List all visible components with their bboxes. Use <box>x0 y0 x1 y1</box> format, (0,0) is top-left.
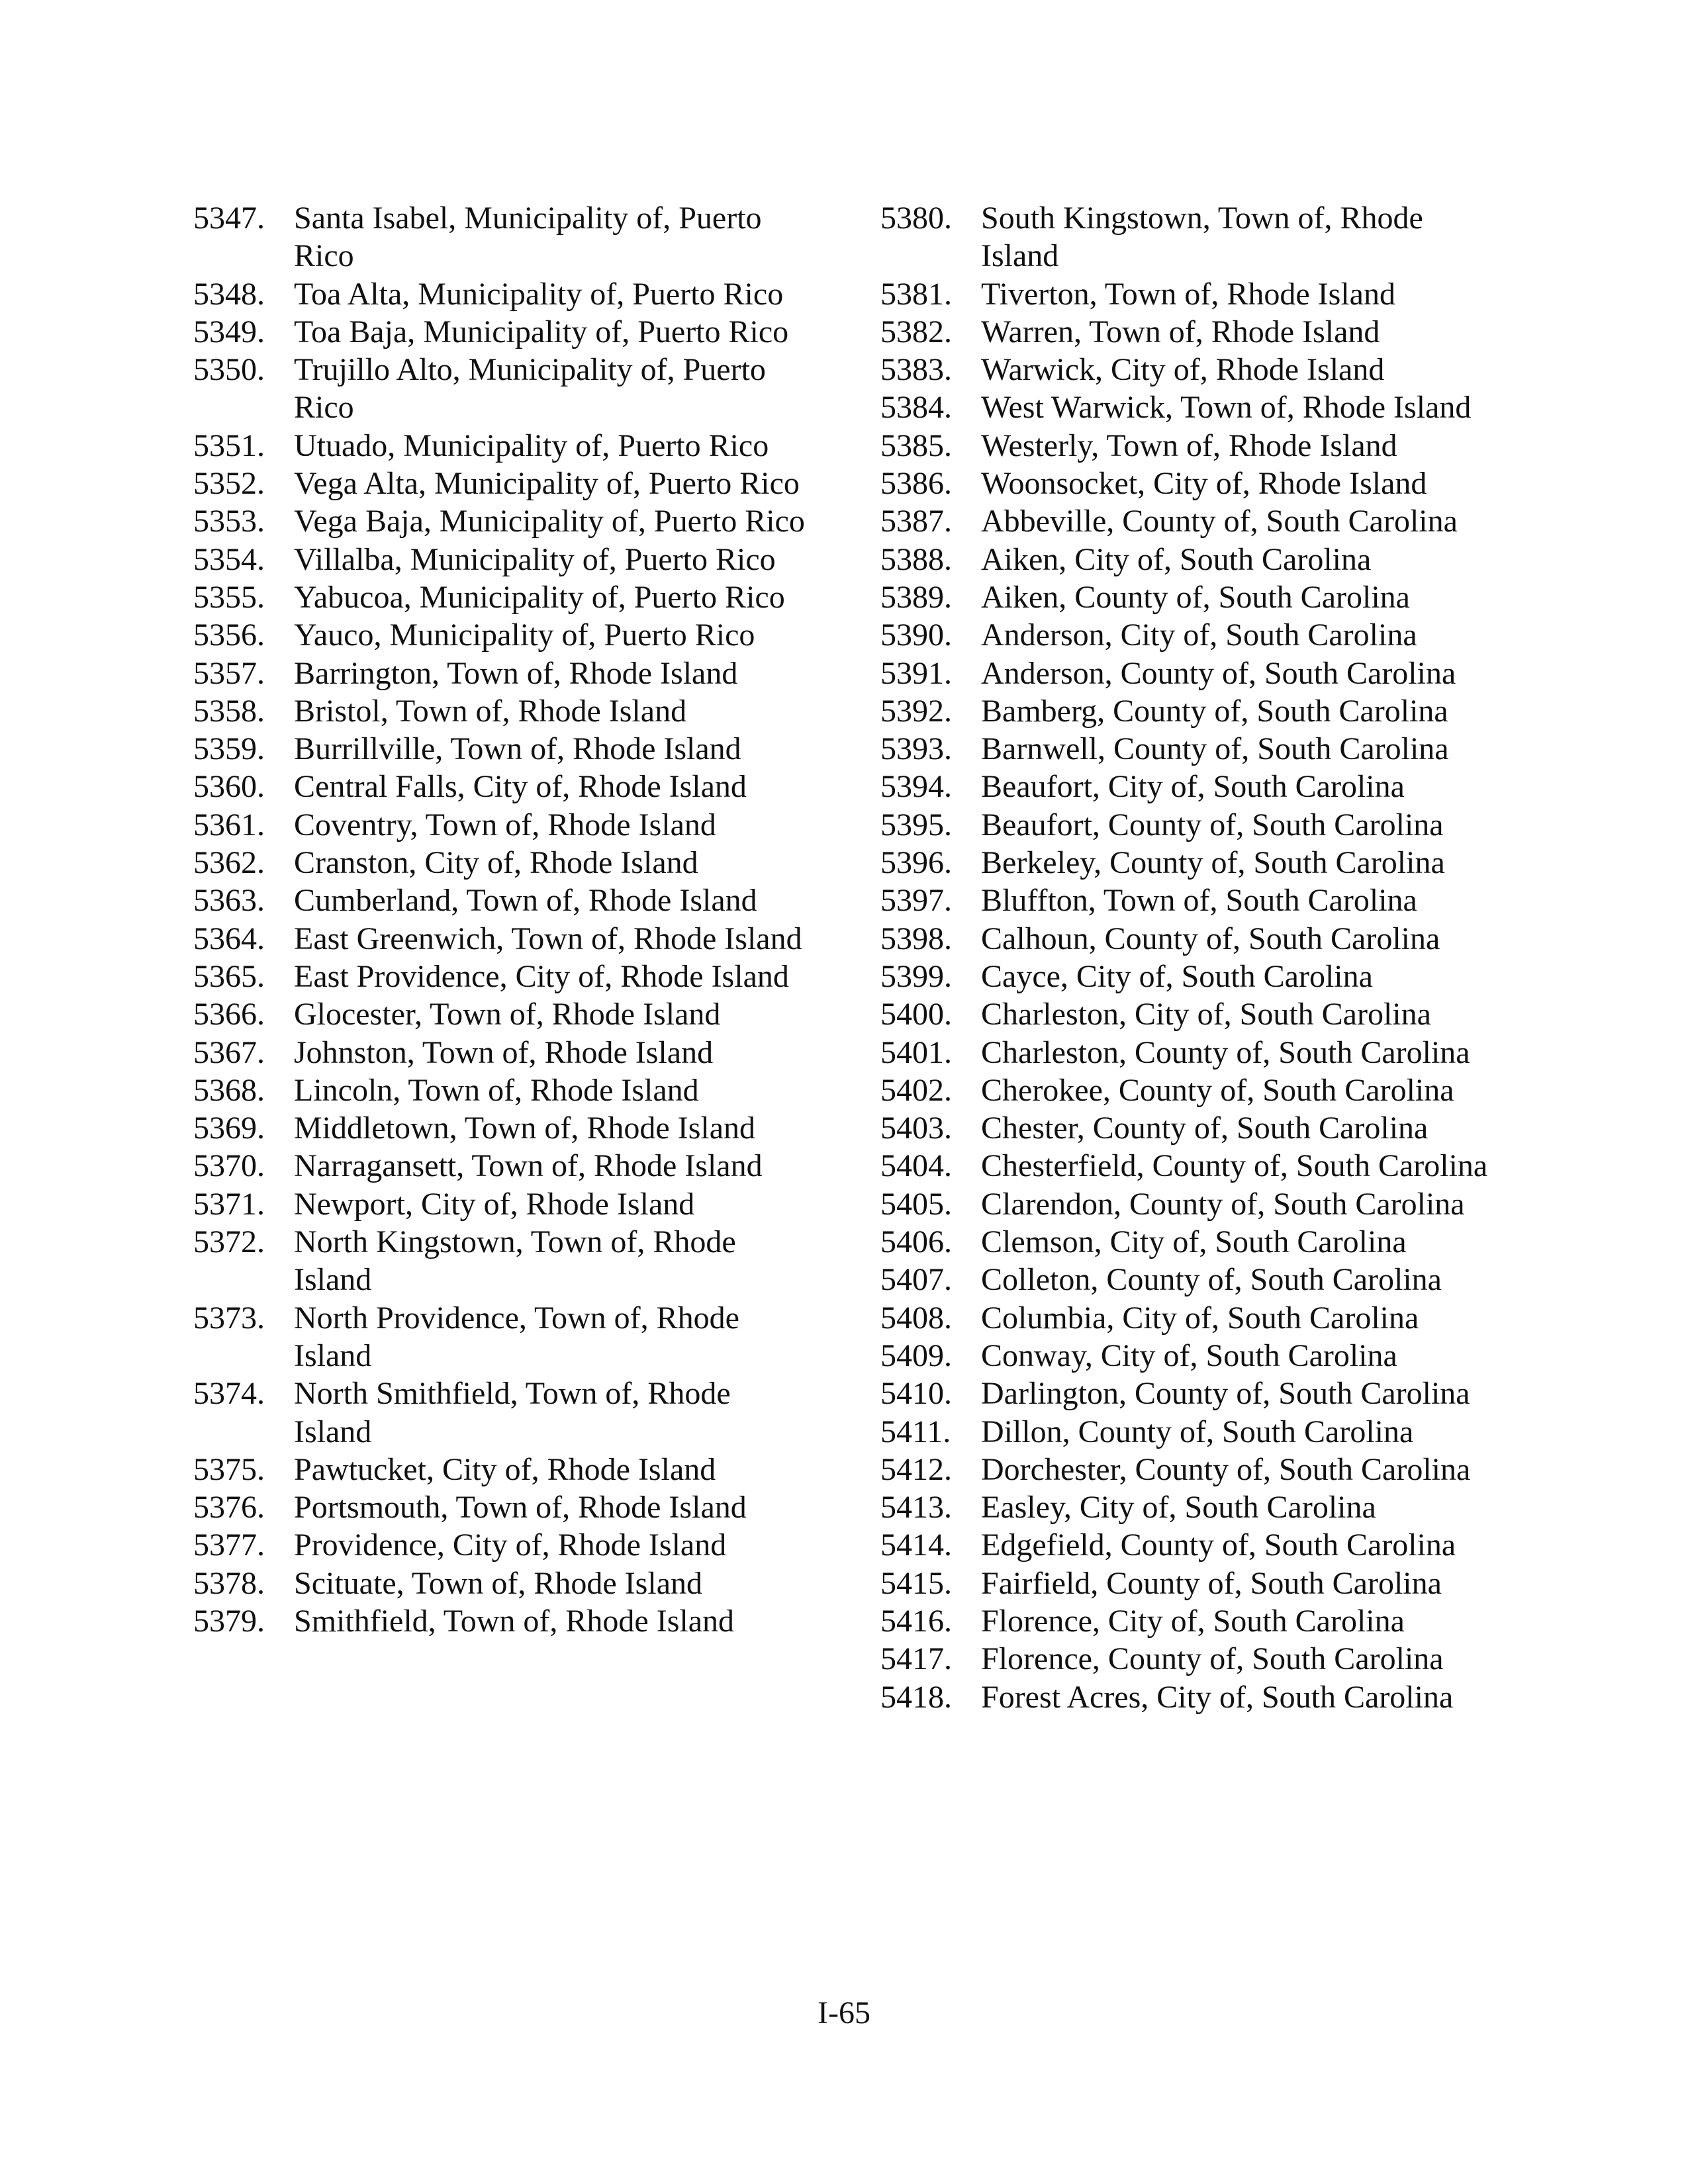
entry-number: 5363. <box>193 883 265 919</box>
entry-name: Providence, City of, Rhode Island <box>294 1527 727 1563</box>
entry-name: Conway, City of, South Carolina <box>981 1338 1397 1373</box>
entry-name: Utuado, Municipality of, Puerto Rico <box>294 428 769 463</box>
entry-name: East Greenwich, Town of, Rhode Island <box>294 921 802 956</box>
entry-number: 5380. <box>880 201 952 236</box>
entry-name: Aiken, County of, South Carolina <box>981 579 1410 615</box>
entry-name: Lincoln, Town of, Rhode Island <box>294 1072 699 1108</box>
list-item <box>880 1565 1503 1602</box>
left-column-list <box>193 199 816 1640</box>
entry-name: North Providence, Town of, Rhode Island <box>294 1300 739 1373</box>
entry-number: 5348. <box>193 276 265 312</box>
entry-name: Warren, Town of, Rhode Island <box>981 314 1380 349</box>
list-item <box>880 541 1503 578</box>
entry-name: Warwick, City of, Rhode Island <box>981 352 1385 388</box>
entry-name: Bristol, Town of, Rhode Island <box>294 693 687 729</box>
entry-number: 5388. <box>880 541 952 577</box>
entry-number: 5401. <box>880 1034 952 1070</box>
entry-name: Scituate, Town of, Rhode Island <box>294 1565 702 1601</box>
entry-number: 5397. <box>880 883 952 919</box>
entry-name: Pawtucket, City of, Rhode Island <box>294 1451 716 1487</box>
list-item <box>193 655 816 692</box>
entry-number: 5354. <box>193 541 265 577</box>
entry-number: 5389. <box>880 579 952 615</box>
entry-number: 5400. <box>880 997 952 1032</box>
entry-number: 5350. <box>193 352 265 388</box>
entry-name: Glocester, Town of, Rhode Island <box>294 997 721 1032</box>
entry-name: Aiken, City of, South Carolina <box>981 541 1372 577</box>
entry-number: 5352. <box>193 466 265 502</box>
entry-number: 5360. <box>193 769 265 805</box>
entry-name: Bluffton, Town of, South Carolina <box>981 883 1417 919</box>
entry-number: 5362. <box>193 845 265 881</box>
entry-number: 5347. <box>193 201 265 236</box>
entry-number: 5405. <box>880 1186 952 1222</box>
entry-name: Santa Isabel, Municipality of, Puerto Rico <box>294 201 762 274</box>
entry-number: 5402. <box>880 1072 952 1108</box>
list-item <box>880 1413 1503 1451</box>
entry-number: 5411. <box>880 1414 951 1449</box>
entry-number: 5366. <box>193 997 265 1032</box>
page-number: I-65 <box>818 1995 870 2030</box>
entry-number: 5358. <box>193 693 265 729</box>
list-item <box>193 1185 816 1223</box>
list-item <box>193 1602 816 1640</box>
list-item <box>880 1451 1503 1488</box>
entry-name: Villalba, Municipality of, Puerto Rico <box>294 541 776 577</box>
entry-name: Abbeville, County of, South Carolina <box>981 504 1458 539</box>
entry-name: Toa Alta, Municipality of, Puerto Rico <box>294 276 784 312</box>
entry-number: 5386. <box>880 466 952 502</box>
entry-name: Anderson, City of, South Carolina <box>981 617 1417 653</box>
entry-number: 5391. <box>880 655 952 691</box>
list-item <box>880 388 1503 426</box>
list-item <box>193 1071 816 1109</box>
entry-name: South Kingstown, Town of, Rhode Island <box>981 201 1423 274</box>
entry-number: 5370. <box>193 1148 265 1184</box>
entry-name: Dillon, County of, South Carolina <box>981 1414 1414 1449</box>
entry-name: Burrillville, Town of, Rhode Island <box>294 731 741 767</box>
entry-name: Anderson, County of, South Carolina <box>981 655 1456 691</box>
entry-name: Cumberland, Town of, Rhode Island <box>294 883 757 919</box>
entry-name: Beaufort, County of, South Carolina <box>981 807 1444 842</box>
list-item <box>193 1223 816 1299</box>
entry-number: 5387. <box>880 504 952 539</box>
list-item <box>193 502 816 540</box>
entry-number: 5356. <box>193 617 265 653</box>
entry-name: Central Falls, City of, Rhode Island <box>294 769 747 805</box>
entry-name: Clemson, City of, South Carolina <box>981 1224 1407 1260</box>
entry-number: 5399. <box>880 958 952 994</box>
entry-number: 5406. <box>880 1224 952 1260</box>
list-item <box>193 1565 816 1602</box>
entry-number: 5368. <box>193 1072 265 1108</box>
entry-name: Johnston, Town of, Rhode Island <box>294 1034 714 1070</box>
list-item <box>193 768 816 805</box>
entry-name: Florence, County of, South Carolina <box>981 1641 1444 1677</box>
list-item <box>880 1071 1503 1109</box>
list-item <box>880 275 1503 313</box>
list-item <box>880 1299 1503 1337</box>
list-item <box>193 1034 816 1071</box>
list-item <box>880 920 1503 958</box>
entry-number: 5349. <box>193 314 265 349</box>
list-item <box>193 275 816 313</box>
list-item <box>193 1526 816 1564</box>
list-item <box>193 465 816 502</box>
entry-number: 5404. <box>880 1148 952 1184</box>
entry-number: 5353. <box>193 504 265 539</box>
entry-number: 5376. <box>193 1490 265 1525</box>
list-item <box>193 1451 816 1488</box>
list-item <box>880 692 1503 730</box>
list-item <box>193 806 816 844</box>
entry-number: 5379. <box>193 1603 265 1639</box>
entry-name: Chester, County of, South Carolina <box>981 1111 1429 1146</box>
list-item <box>193 920 816 958</box>
entry-name: North Smithfield, Town of, Rhode Island <box>294 1376 731 1449</box>
list-item <box>193 313 816 351</box>
list-item <box>193 730 816 768</box>
list-item <box>193 199 816 275</box>
entry-name: Bamberg, County of, South Carolina <box>981 693 1448 729</box>
entry-name: Calhoun, County of, South Carolina <box>981 921 1440 956</box>
entry-name: Easley, City of, South Carolina <box>981 1490 1376 1525</box>
entry-name: North Kingstown, Town of, Rhode Island <box>294 1224 736 1298</box>
list-item <box>193 995 816 1033</box>
entry-name: Portsmouth, Town of, Rhode Island <box>294 1490 747 1525</box>
list-item <box>880 1640 1503 1678</box>
entry-number: 5367. <box>193 1034 265 1070</box>
entry-number: 5365. <box>193 958 265 994</box>
entry-name: Middletown, Town of, Rhode Island <box>294 1111 756 1146</box>
entry-name: Toa Baja, Municipality of, Puerto Rico <box>294 314 789 349</box>
list-item <box>193 541 816 578</box>
list-item <box>193 427 816 465</box>
list-item <box>880 1109 1503 1147</box>
list-item <box>880 768 1503 805</box>
list-item <box>880 1602 1503 1640</box>
entry-number: 5377. <box>193 1527 265 1563</box>
list-item <box>193 1109 816 1147</box>
entry-number: 5355. <box>193 579 265 615</box>
entry-number: 5413. <box>880 1490 952 1525</box>
entry-number: 5418. <box>880 1679 952 1715</box>
list-item <box>880 806 1503 844</box>
entry-number: 5414. <box>880 1527 952 1563</box>
list-item <box>193 692 816 730</box>
right-column-list <box>880 199 1503 1716</box>
entry-number: 5416. <box>880 1603 952 1639</box>
entry-name: East Providence, City of, Rhode Island <box>294 958 789 994</box>
entry-number: 5351. <box>193 428 265 463</box>
entry-name: Edgefield, County of, South Carolina <box>981 1527 1456 1563</box>
list-item <box>880 1147 1503 1185</box>
entry-number: 5372. <box>193 1224 265 1260</box>
entry-number: 5359. <box>193 731 265 767</box>
entry-number: 5415. <box>880 1565 952 1601</box>
entry-number: 5396. <box>880 845 952 881</box>
entry-number: 5409. <box>880 1338 952 1373</box>
entry-number: 5394. <box>880 769 952 805</box>
entry-name: Beaufort, City of, South Carolina <box>981 769 1405 805</box>
list-item <box>880 958 1503 995</box>
list-item <box>880 465 1503 502</box>
entry-number: 5392. <box>880 693 952 729</box>
list-item <box>880 616 1503 654</box>
list-item <box>193 1375 816 1451</box>
entry-name: Chesterfield, County of, South Carolina <box>981 1148 1488 1184</box>
list-item <box>193 578 816 616</box>
list-item <box>880 427 1503 465</box>
entry-number: 5393. <box>880 731 952 767</box>
entry-name: Coventry, Town of, Rhode Island <box>294 807 716 842</box>
entry-number: 5407. <box>880 1262 952 1298</box>
entry-name: Woonsocket, City of, Rhode Island <box>981 466 1427 502</box>
entry-name: Berkeley, County of, South Carolina <box>981 845 1445 881</box>
list-item <box>880 655 1503 692</box>
entry-number: 5383. <box>880 352 952 388</box>
entry-name: Forest Acres, City of, South Carolina <box>981 1679 1454 1715</box>
list-item <box>880 1678 1503 1716</box>
list-item <box>880 995 1503 1033</box>
list-item <box>880 313 1503 351</box>
list-item <box>880 1526 1503 1564</box>
entry-name: Narragansett, Town of, Rhode Island <box>294 1148 763 1184</box>
list-item <box>193 1147 816 1185</box>
entry-name: Darlington, County of, South Carolina <box>981 1376 1470 1412</box>
entry-number: 5361. <box>193 807 265 842</box>
entry-name: Westerly, Town of, Rhode Island <box>981 428 1397 463</box>
list-item <box>880 844 1503 882</box>
entry-number: 5357. <box>193 655 265 691</box>
entry-number: 5371. <box>193 1186 265 1222</box>
list-item <box>880 199 1503 275</box>
entry-name: Trujillo Alto, Municipality of, Puerto Rico <box>294 352 766 426</box>
entry-number: 5373. <box>193 1300 265 1336</box>
entry-name: Vega Baja, Municipality of, Puerto Rico <box>294 504 805 539</box>
entry-name: Columbia, City of, South Carolina <box>981 1300 1419 1336</box>
entry-name: Charleston, City of, South Carolina <box>981 997 1431 1032</box>
entry-name: Cherokee, County of, South Carolina <box>981 1072 1454 1108</box>
entry-name: Barnwell, County of, South Carolina <box>981 731 1449 767</box>
entry-number: 5410. <box>880 1376 952 1412</box>
entry-name: Charleston, County of, South Carolina <box>981 1034 1470 1070</box>
entry-number: 5382. <box>880 314 952 349</box>
list-item <box>880 1488 1503 1526</box>
entry-number: 5398. <box>880 921 952 956</box>
list-item <box>880 1223 1503 1261</box>
entry-name: Vega Alta, Municipality of, Puerto Rico <box>294 466 800 502</box>
list-item <box>193 351 816 427</box>
entry-number: 5408. <box>880 1300 952 1336</box>
entry-number: 5378. <box>193 1565 265 1601</box>
entry-name: Newport, City of, Rhode Island <box>294 1186 695 1222</box>
entry-number: 5385. <box>880 428 952 463</box>
entry-number: 5364. <box>193 921 265 956</box>
entry-number: 5381. <box>880 276 952 312</box>
entry-name: Florence, City of, South Carolina <box>981 1603 1405 1639</box>
list-item <box>880 1375 1503 1412</box>
entry-number: 5384. <box>880 390 952 426</box>
list-item <box>880 1034 1503 1071</box>
list-item <box>193 1488 816 1526</box>
entry-name: West Warwick, Town of, Rhode Island <box>981 390 1472 426</box>
list-item <box>193 958 816 995</box>
entry-number: 5417. <box>880 1641 952 1677</box>
entry-number: 5395. <box>880 807 952 842</box>
list-item <box>193 1299 816 1375</box>
list-item <box>880 502 1503 540</box>
entry-number: 5403. <box>880 1111 952 1146</box>
list-item <box>193 882 816 919</box>
list-item <box>880 730 1503 768</box>
list-item <box>880 1337 1503 1375</box>
entry-number: 5374. <box>193 1376 265 1412</box>
entry-number: 5369. <box>193 1111 265 1146</box>
entry-name: Barrington, Town of, Rhode Island <box>294 655 738 691</box>
entry-name: Yabucoa, Municipality of, Puerto Rico <box>294 579 785 615</box>
entry-name: Cayce, City of, South Carolina <box>981 958 1373 994</box>
list-item <box>880 578 1503 616</box>
entry-name: Smithfield, Town of, Rhode Island <box>294 1603 735 1639</box>
entry-number: 5390. <box>880 617 952 653</box>
entry-name: Clarendon, County of, South Carolina <box>981 1186 1465 1222</box>
entry-name: Fairfield, County of, South Carolina <box>981 1565 1442 1601</box>
entry-number: 5412. <box>880 1451 952 1487</box>
list-item <box>880 882 1503 919</box>
entry-name: Dorchester, County of, South Carolina <box>981 1451 1471 1487</box>
list-item <box>880 1185 1503 1223</box>
entry-name: Yauco, Municipality of, Puerto Rico <box>294 617 755 653</box>
entry-number: 5375. <box>193 1451 265 1487</box>
entry-name: Tiverton, Town of, Rhode Island <box>981 276 1395 312</box>
list-item <box>193 616 816 654</box>
entry-name: Cranston, City of, Rhode Island <box>294 845 698 881</box>
list-item <box>880 351 1503 388</box>
list-item <box>193 844 816 882</box>
entry-name: Colleton, County of, South Carolina <box>981 1262 1442 1298</box>
list-item <box>880 1261 1503 1298</box>
